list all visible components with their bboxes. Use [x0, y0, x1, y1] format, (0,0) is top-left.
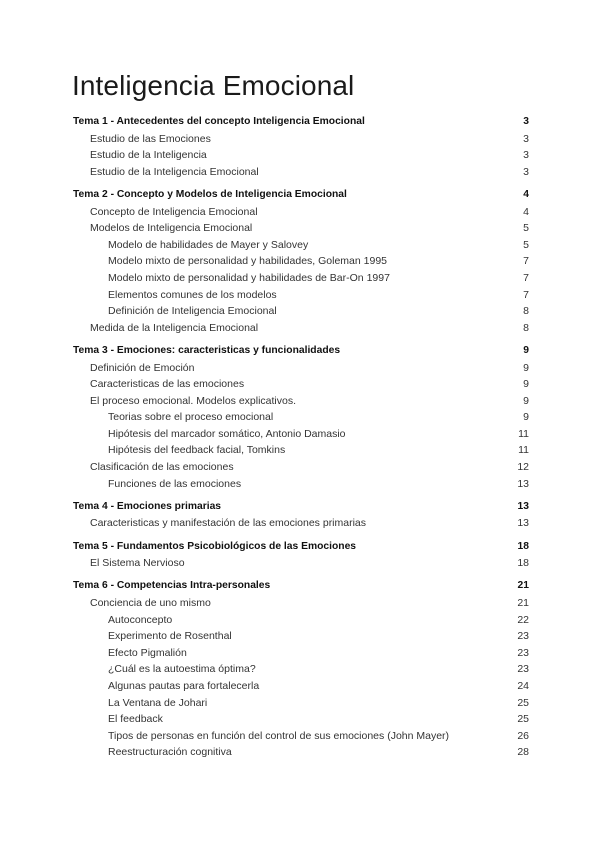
toc-page-number: 4 [523, 188, 529, 200]
toc-page-number: 8 [523, 305, 529, 318]
toc-entry[interactable] [73, 287, 529, 304]
toc-entry-title: Definición de Emoción [90, 361, 195, 374]
toc-page-number: 7 [523, 271, 529, 284]
toc-entry[interactable] [73, 515, 529, 532]
toc-entry[interactable] [73, 376, 529, 393]
toc-chapter-entry[interactable] [73, 539, 529, 556]
toc-entry[interactable] [73, 131, 529, 148]
toc-entry[interactable] [73, 595, 529, 612]
toc-entry-title: Experimento de Rosenthal [108, 630, 232, 643]
toc-entry-title: Funciones de las emociones [108, 477, 242, 490]
toc-entry-title: Definición de Inteligencia Emocional [108, 305, 277, 318]
toc-chapter-entry[interactable] [73, 187, 529, 204]
toc-entry[interactable] [73, 459, 529, 476]
toc-entry[interactable] [73, 320, 529, 337]
toc-entry-title: Medida de la Inteligencia Emocional [90, 321, 259, 334]
toc-page-number: 26 [517, 729, 529, 742]
toc-entry-title: Efecto Pigmalión [108, 646, 187, 659]
toc-page-number: 3 [523, 132, 529, 145]
toc-entry[interactable] [73, 744, 529, 761]
toc-entry-title: Tema 1 - Antecedentes del concepto Inteligencia Emocional [73, 116, 365, 127]
table-of-contents [73, 114, 529, 761]
toc-entry-title: ¿Cuál es la autoestima óptima? [108, 663, 256, 676]
toc-page-number: 25 [517, 713, 529, 726]
toc-chapter-entry[interactable] [73, 499, 529, 516]
toc-entry-title: El Sistema Nervioso [90, 557, 185, 570]
toc-entry[interactable] [73, 612, 529, 629]
toc-page-number: 9 [523, 411, 529, 424]
toc-chapter-entry[interactable] [73, 114, 529, 131]
toc-entry-title: Modelo de habilidades de Mayer y Salovey [108, 238, 309, 251]
toc-entry[interactable] [73, 555, 529, 572]
toc-page-number: 7 [523, 255, 529, 268]
toc-entry[interactable] [73, 678, 529, 695]
toc-entry[interactable] [73, 393, 529, 410]
toc-page-number: 11 [518, 427, 529, 440]
toc-entry-title: Algunas pautas para fortalecerla [108, 679, 260, 692]
toc-entry-title: Caracteristicas y manifestación de las emociones primarias [90, 517, 367, 530]
toc-page-number: 22 [517, 613, 529, 626]
toc-page-number: 3 [523, 165, 529, 178]
toc-entry-title: Estudio de la Inteligencia [90, 149, 207, 162]
toc-entry-title: Clasificación de las emociones [90, 461, 234, 474]
toc-page-number: 21 [517, 580, 529, 592]
toc-entry[interactable] [73, 237, 529, 254]
toc-page-number: 3 [523, 116, 529, 127]
toc-entry[interactable] [73, 728, 529, 745]
toc-entry[interactable] [73, 409, 529, 426]
toc-entry[interactable] [73, 270, 529, 287]
toc-entry-title: Tema 3 - Emociones: caracteristicas y funcionalidades [73, 344, 341, 356]
toc-page-number: 18 [517, 540, 529, 552]
toc-entry-title: Concepto de Inteligencia Emocional [90, 205, 258, 218]
toc-page-number: 12 [517, 461, 529, 474]
toc-entry-title: El feedback [108, 713, 163, 726]
toc-entry-title: Elementos comunes de los modelos [108, 288, 277, 301]
toc-page-number: 21 [517, 597, 529, 609]
toc-entry[interactable] [73, 442, 529, 459]
toc-entry[interactable] [73, 204, 529, 221]
toc-chapter-entry[interactable] [73, 343, 529, 360]
toc-entry-title: Tema 5 - Fundamentos Psicobiológicos de las Emociones [73, 540, 357, 552]
toc-entry-title: Autoconcepto [108, 613, 173, 626]
toc-entry-title: La Ventana de Johari [108, 696, 208, 709]
toc-entry-title: Tema 4 - Emociones primarias [73, 500, 222, 512]
toc-entry-title: Modelos de Inteligencia Emocional [90, 222, 253, 235]
toc-page-number: 5 [523, 238, 529, 251]
toc-page-number: 4 [523, 205, 529, 218]
toc-entry-title: Conciencia de uno mismo [90, 597, 211, 609]
toc-page-number: 5 [523, 222, 529, 235]
toc-entry[interactable] [73, 426, 529, 443]
toc-entry-title: Tema 2 - Concepto y Modelos de Inteligencia Emocional [73, 188, 347, 200]
toc-entry-title: Caracteristicas de las emociones [90, 378, 245, 391]
toc-entry[interactable] [73, 628, 529, 645]
toc-page-number: 9 [523, 394, 529, 407]
toc-entry-title: Modelo mixto de personalidad y habilidades de Bar-On 1997 [108, 271, 390, 284]
toc-page-number: 11 [518, 444, 529, 457]
toc-entry[interactable] [73, 661, 529, 678]
toc-page-number: 13 [517, 477, 529, 490]
toc-entry-title: Hipótesis del marcador somático, Antonio Damasio [108, 427, 346, 440]
document-title: Inteligencia Emocional [72, 70, 355, 101]
toc-page-number: 9 [523, 344, 529, 356]
toc-entry-title: Estudio de las Emociones [90, 132, 211, 145]
toc-entry-title: Hipótesis del feedback facial, Tomkins [108, 444, 286, 457]
toc-entry[interactable] [73, 164, 529, 181]
toc-entry[interactable] [73, 360, 529, 377]
toc-page-number: 25 [517, 696, 529, 709]
toc-entry-title: El proceso emocional. Modelos explicativos. [90, 394, 297, 407]
toc-entry-title: Tema 6 - Competencias Intra-personales [73, 580, 271, 592]
toc-entry[interactable] [73, 645, 529, 662]
toc-entry[interactable] [73, 220, 529, 237]
toc-entry[interactable] [73, 476, 529, 493]
toc-entry[interactable] [73, 303, 529, 320]
toc-page-number: 18 [517, 557, 529, 570]
toc-entry[interactable] [73, 711, 529, 728]
toc-entry[interactable] [73, 147, 529, 164]
toc-chapter-entry[interactable] [73, 578, 529, 595]
toc-page-number: 23 [517, 663, 529, 676]
toc-page-number: 23 [517, 646, 529, 659]
toc-page-number: 13 [517, 517, 529, 530]
toc-entry-title: Estudio de la Inteligencia Emocional [90, 165, 259, 178]
toc-page-number: 9 [523, 378, 529, 391]
toc-entry-title: Reestructuración cognitiva [108, 746, 232, 759]
toc-page-number: 23 [517, 630, 529, 643]
toc-entry[interactable] [73, 253, 529, 270]
toc-page-number: 13 [517, 500, 529, 512]
toc-entry[interactable] [73, 695, 529, 712]
toc-page-number: 3 [523, 149, 529, 162]
toc-page-number: 8 [523, 321, 529, 334]
toc-entry-title: Tipos de personas en función del control de sus emociones (John Mayer) [108, 729, 450, 742]
toc-page-number: 24 [517, 679, 529, 692]
toc-entry-title: Modelo mixto de personalidad y habilidades, Goleman 1995 [108, 255, 388, 268]
toc-page-number: 28 [517, 746, 529, 759]
toc-page-number: 9 [523, 361, 529, 374]
toc-entry-title: Teorias sobre el proceso emocional [108, 411, 274, 424]
toc-page-number: 7 [523, 288, 529, 301]
